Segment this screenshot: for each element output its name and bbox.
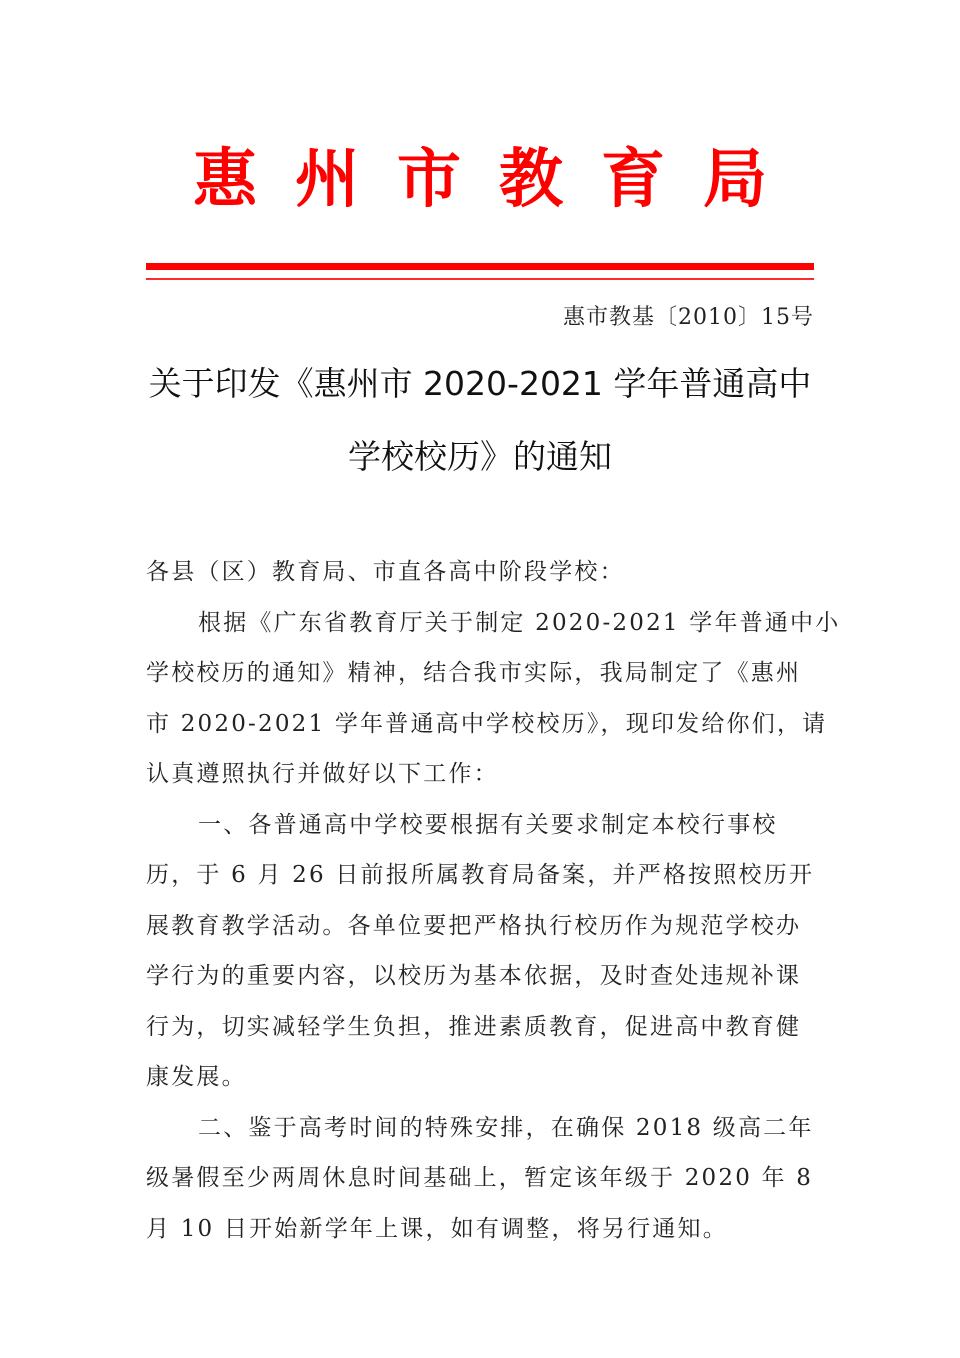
paragraph-line: 月 10 日开始新学年上课，如有调整，将另行通知。 bbox=[146, 1215, 728, 1242]
document-title-line-1: 关于印发《惠州市 2020-2021 学年普通高中 bbox=[148, 364, 812, 403]
paragraph-line: 一、各普通高中学校要根据有关要求制定本校行事校 bbox=[198, 811, 778, 838]
paragraph-line: 级暑假至少两周休息时间基础上，暂定该年级于 2020 年 8 bbox=[146, 1165, 814, 1191]
document-title-line-2: 学校校历》的通知 bbox=[348, 437, 612, 476]
paragraph-line: 二、鉴于高考时间的特殊安排，在确保 2018 级高二年 bbox=[198, 1114, 814, 1141]
salutation: 各县（区）教育局、市直各高中阶段学校： bbox=[146, 559, 625, 585]
letterhead-char: 州 bbox=[295, 143, 359, 217]
letterhead-thin-rule bbox=[146, 278, 814, 280]
paragraph-item-1 bbox=[146, 800, 816, 1103]
letterhead-char: 惠 bbox=[193, 143, 257, 217]
letterhead-thick-rule bbox=[146, 263, 814, 270]
document-body bbox=[146, 547, 841, 1254]
paragraph-intro bbox=[146, 598, 841, 800]
paragraph-line: 历，于 6 月 26 日前报所属教育局备案，并严格按照校历开 bbox=[146, 862, 815, 888]
paragraph-line: 市 2020-2021 学年普通高中学校校历》，现印发给你们，请 bbox=[146, 710, 828, 737]
paragraph-item-2 bbox=[146, 1103, 816, 1255]
letterhead-char: 教 bbox=[499, 143, 563, 217]
paragraph-line: 行为，切实减轻学生负担，推进素质教育，促进高中教育健 bbox=[146, 1013, 802, 1040]
paragraph-line: 展教育教学活动。各单位要把严格执行校历作为规范学校办 bbox=[146, 912, 802, 939]
letterhead-title bbox=[145, 140, 815, 220]
letterhead-char: 市 bbox=[397, 143, 461, 217]
paragraph-line: 学行为的重要内容，以校历为基本依据，及时查处违规补课 bbox=[146, 963, 802, 989]
paragraph-line: 学校校历的通知》精神，结合我市实际，我局制定了《惠州 bbox=[146, 660, 802, 686]
paragraph-line: 认真遵照执行并做好以下工作： bbox=[146, 761, 499, 787]
paragraph-line: 根据《广东省教育厅关于制定 2020-2021 学年普通中小 bbox=[198, 609, 841, 636]
letterhead-char: 局 bbox=[703, 143, 767, 217]
letterhead-char: 育 bbox=[601, 143, 665, 217]
document-number: 惠市教基〔2010〕15号 bbox=[563, 305, 814, 330]
paragraph-line: 康发展。 bbox=[146, 1064, 247, 1090]
